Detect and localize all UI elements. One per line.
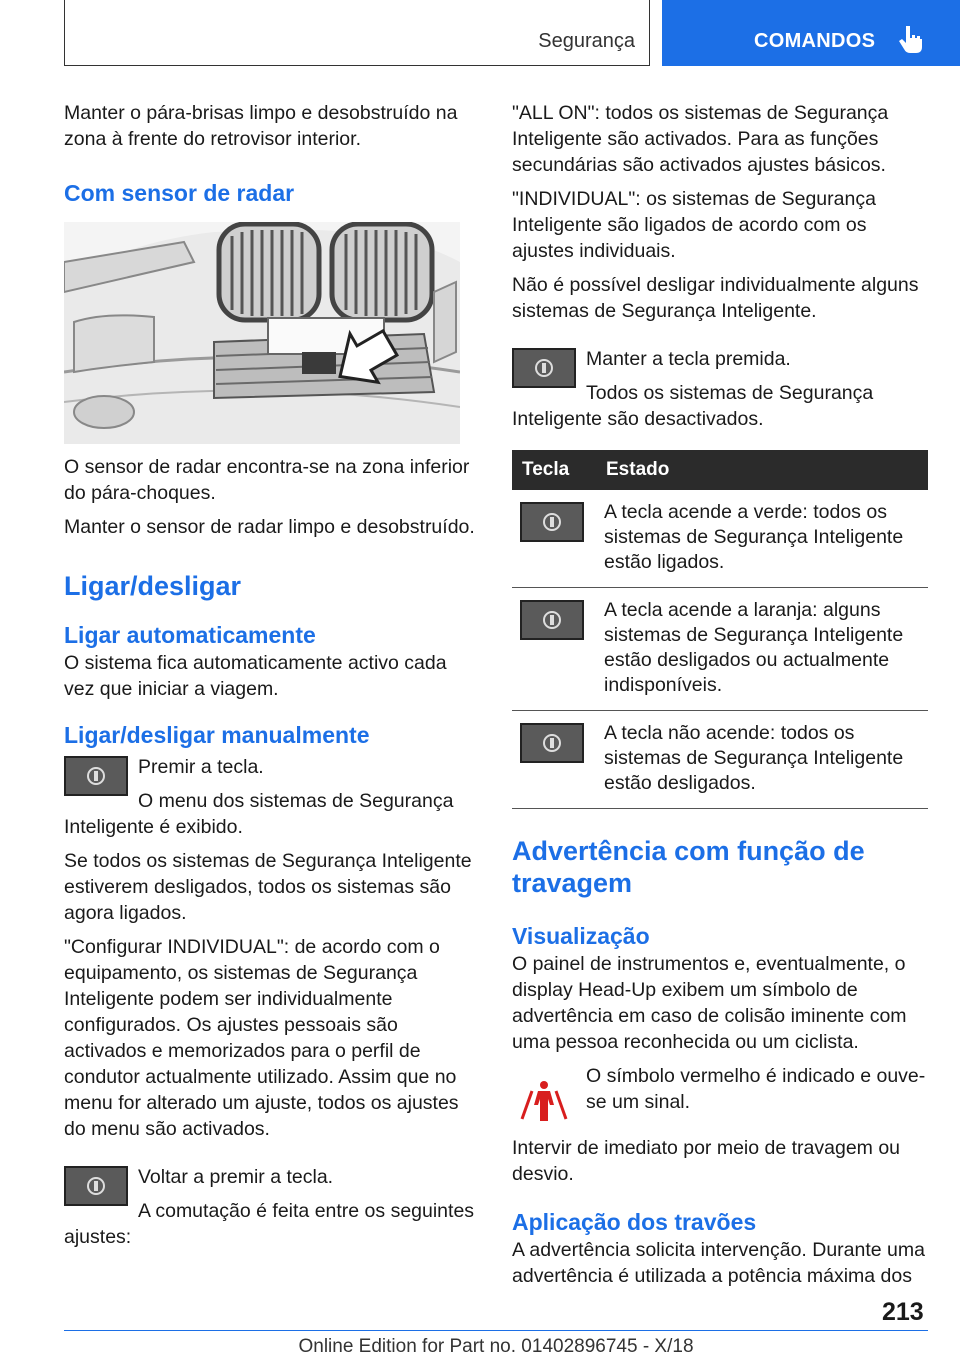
individual-text: "INDIVIDUAL": os sistemas de Segurança Inteligente são ligados de acordo com os ajustes individuais.	[512, 188, 876, 262]
section-title: Segurança	[538, 30, 635, 52]
intro-text: Manter o pára-brisas limpo e desobstruído na zona à frente do retrovisor interior.	[64, 102, 458, 150]
radar-clean-text: Manter o sensor de radar limpo e desobstruído.	[64, 516, 475, 538]
heading-brakes: Aplicação dos travões	[512, 1209, 757, 1235]
table-cell-state: A tecla não acende: todos os sistemas de Segurança Inteligente estão desligados.	[596, 711, 928, 809]
all-off-text: Todos os sistemas de Segurança Inteligente são desactivados.	[512, 382, 874, 430]
manual-menu-text: O menu dos sistemas de Segurança Inteligente é exibido.	[64, 790, 454, 838]
pointing-hand-icon	[898, 24, 924, 54]
intervene-text: Intervir de imediato por meio de travagem ou desvio.	[512, 1137, 901, 1185]
left-column	[64, 100, 480, 1258]
manual-individual-text: "Configurar INDIVIDUAL": de acordo com o equipamento, os sistemas de Segurança Inteligente podem ser individualmente configurados. Os ajustes pessoais são activados e memorizados para o perfil de condutor actualmente utilizado. Assim que no menu for alterado um ajuste, todos os ajustes do menu são activados.	[64, 936, 459, 1140]
heading-display: Visualização	[512, 923, 650, 949]
pedestrian-warning-icon	[518, 1073, 570, 1125]
heading-radar: Com sensor de radar	[64, 180, 295, 206]
safety-key-icon	[520, 723, 584, 763]
brakes-text: A advertência solicita intervenção. Durante uma advertência é utilizada a potência máxima dos	[512, 1239, 925, 1287]
safety-key-icon	[512, 348, 576, 388]
all-on-text: "ALL ON": todos os sistemas de Segurança Inteligente são activados. Para as funções secundárias são activados ajustes básicos.	[512, 102, 889, 176]
heading-auto-on: Ligar automaticamente	[64, 622, 316, 648]
toggle-settings-text: A comutação é feita entre os seguintes ajustes:	[64, 1200, 475, 1248]
table-cell-state: A tecla acende a laranja: alguns sistemas de Segurança Inteligente estão desligados ou actualmente indisponíveis.	[596, 588, 928, 711]
heading-on-off: Ligar/desligar	[64, 571, 242, 601]
auto-on-text: O sistema fica automaticamente activo cada vez que iniciar a viagem.	[64, 652, 447, 700]
hold-key-text: Manter a tecla premida.	[586, 348, 791, 370]
table-cell-state: A tecla acende a verde: todos os sistemas de Segurança Inteligente estão ligados.	[596, 490, 928, 588]
press-again-text: Voltar a premir a tecla.	[138, 1166, 334, 1188]
table-header-key: Tecla	[512, 450, 596, 490]
safety-key-icon	[64, 756, 128, 796]
heading-manual: Ligar/desligar manualmente	[64, 722, 370, 748]
key-state-table	[512, 450, 928, 809]
right-column	[512, 100, 928, 1297]
page-number: 213	[882, 1298, 924, 1326]
manual-all-on-text: Se todos os sistemas de Segurança Inteligente estiverem desligados, todos os sistemas são agora ligados.	[64, 850, 472, 924]
chapter-tab-label: COMANDOS	[754, 30, 876, 52]
manual-press-text: Premir a tecla.	[138, 756, 264, 778]
table-row	[512, 588, 928, 711]
radar-sensor-photo	[64, 222, 460, 444]
table-row	[512, 711, 928, 809]
footer-divider	[64, 1330, 928, 1331]
safety-key-icon	[520, 502, 584, 542]
footer-edition: Online Edition for Part no. 01402896745 - X/18	[298, 1336, 694, 1357]
radar-location-text: O sensor de radar encontra-se na zona inferior do pára-choques.	[64, 456, 470, 504]
safety-key-icon	[64, 1166, 128, 1206]
safety-key-icon	[520, 600, 584, 640]
red-symbol-text: O símbolo vermelho é indicado e ouve-se um sinal.	[586, 1065, 926, 1113]
table-row	[512, 490, 928, 588]
table-header-state: Estado	[596, 450, 928, 490]
chapter-tab[interactable]	[662, 0, 960, 66]
not-all-off-text: Não é possível desligar individualmente alguns sistemas de Segurança Inteligente.	[512, 274, 919, 322]
header-section-box	[64, 0, 650, 66]
heading-brake-warning: Advertência com função de travagem	[512, 836, 865, 898]
display-text: O painel de instrumentos e, eventualmente, o display Head-Up exibem um símbolo de advertência em caso de colisão iminente com uma pessoa reconhecida ou um ciclista.	[512, 953, 907, 1053]
